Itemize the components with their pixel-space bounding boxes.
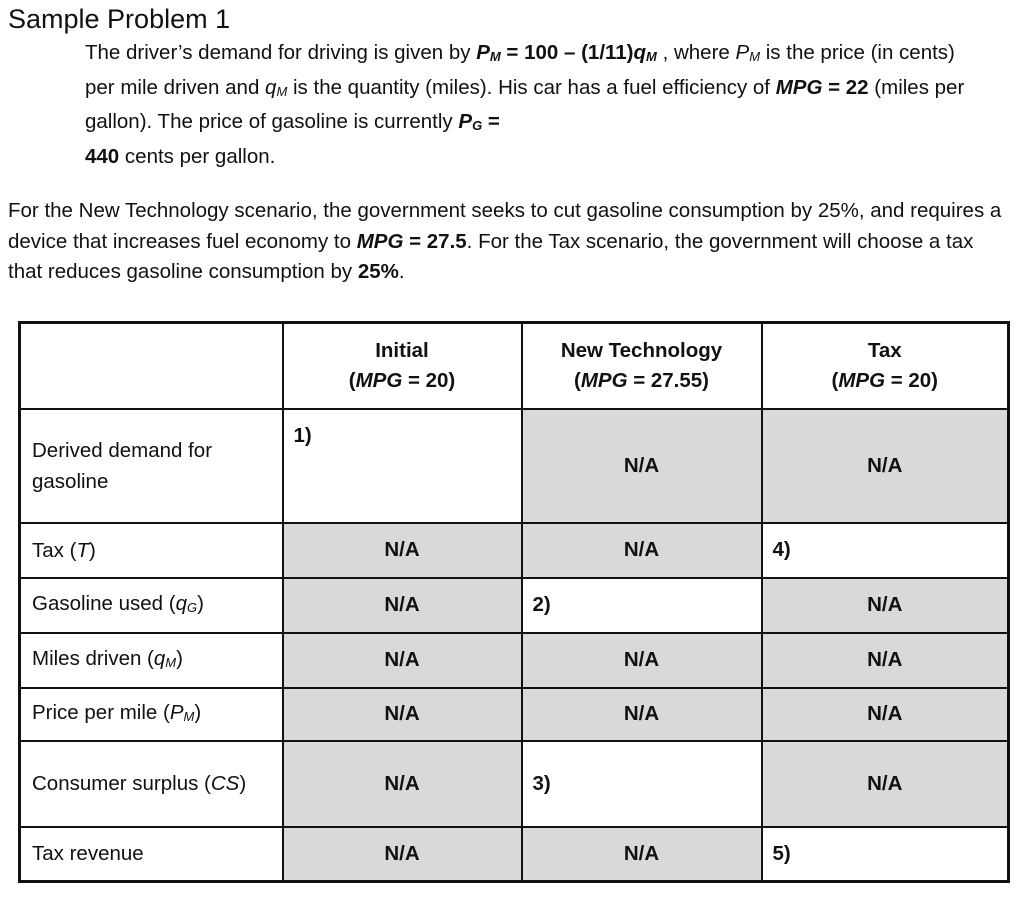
na-cell: N/A [762,409,1009,523]
answer-cell-1[interactable]: 1) [283,409,522,523]
table-row [20,633,1009,688]
answer-cell-2[interactable]: 2) [522,578,762,633]
header-tax: Tax (MPG = 20) [762,323,1009,409]
header-new-technology: New Technology (MPG = 27.55) [522,323,762,409]
table-row [20,578,1009,633]
header-initial: Initial (MPG = 20) [283,323,522,409]
table-row [20,688,1009,741]
table-row [20,827,1009,882]
na-cell: N/A [522,688,762,741]
na-cell: N/A [762,741,1009,827]
header-empty [20,323,283,409]
row-label-consumer-surplus: Consumer surplus (CS) [20,741,283,827]
na-cell: N/A [283,688,522,741]
answer-table [18,321,1010,883]
answer-cell-3[interactable]: 3) [522,741,762,827]
table-header-row [20,323,1009,409]
na-cell: N/A [283,523,522,578]
row-label-miles-driven: Miles driven (qM) [20,633,283,688]
table-row [20,523,1009,578]
table-row [20,409,1009,523]
na-cell: N/A [522,633,762,688]
na-cell: N/A [522,523,762,578]
row-label-gasoline-used: Gasoline used (qG) [20,578,283,633]
na-cell: N/A [762,633,1009,688]
na-cell: N/A [522,409,762,523]
na-cell: N/A [762,688,1009,741]
row-label-tax-revenue: Tax revenue [20,827,283,882]
table-row [20,741,1009,827]
na-cell: N/A [283,827,522,882]
na-cell: N/A [283,578,522,633]
problem-intro: The driver’s demand for driving is given by PM = 100 – (1/11)qM , where PM is the price (in cents) per mile driven and qM is the quantity (miles). His car has a fuel efficiency of MPG = 22 (miles per gallon). The price of gasoline is currently PG = 440 cents per gallon. [85,41,965,168]
row-label-tax: Tax (T) [20,523,283,578]
na-cell: N/A [283,633,522,688]
row-label-derived-demand: Derived demand for gasoline [20,409,283,523]
answer-cell-5[interactable]: 5) [762,827,1009,882]
na-cell: N/A [762,578,1009,633]
na-cell: N/A [522,827,762,882]
row-label-price-per-mile: Price per mile (PM) [20,688,283,741]
na-cell: N/A [283,741,522,827]
scenario-description: For the New Technology scenario, the government seeks to cut gasoline consumption by 25%, and requires a device that increases fuel economy to MPG = 27.5. For the Tax scenario, the government will choose a tax that reduces gasoline consumption by 25%. [8,199,1002,283]
answer-cell-4[interactable]: 4) [762,523,1009,578]
page-title: Sample Problem 1 [8,4,231,34]
